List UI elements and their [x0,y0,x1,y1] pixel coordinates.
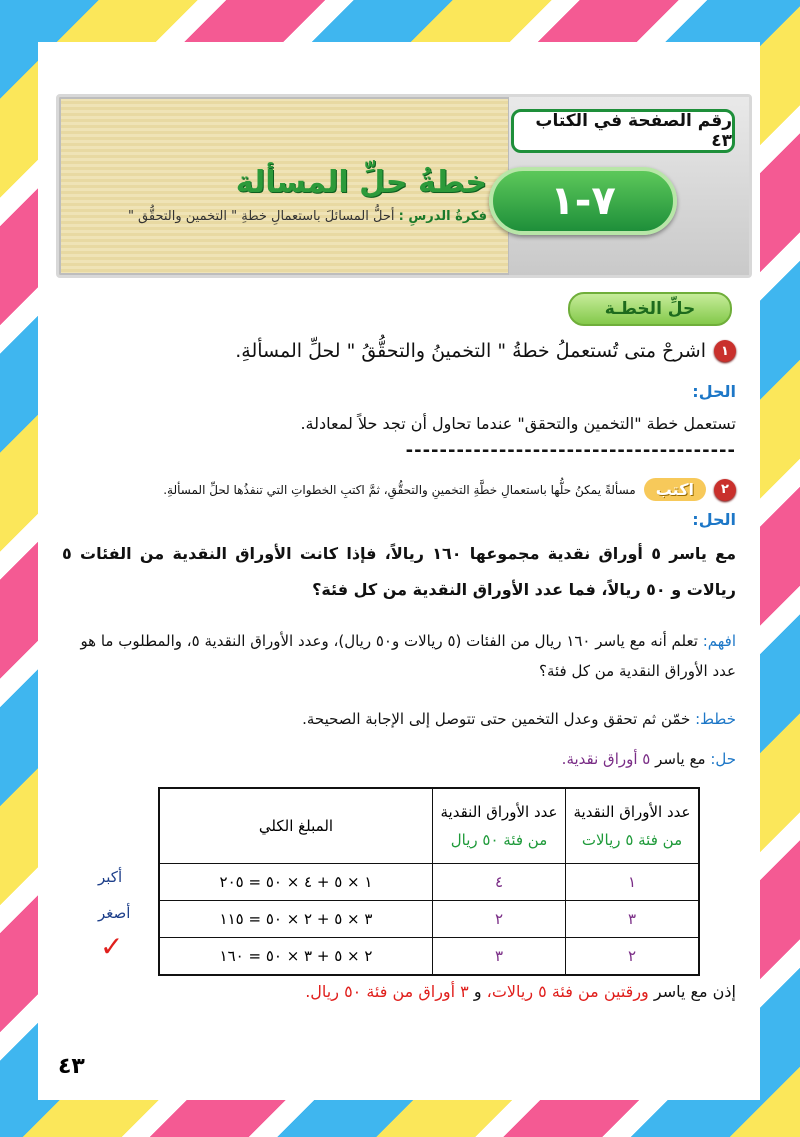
check-mark-icon: ✓ [100,930,124,963]
lesson-idea [128,209,487,224]
table-cell: ٣ [433,938,566,976]
solution-label-2: الحل: [692,510,736,529]
table-header-row [159,788,699,864]
answer-divider: --------------------------------------- [405,440,736,461]
conclusion [62,982,736,1001]
table-cell: ٢ [566,938,700,976]
word-problem: مع ياسر ٥ أوراق نقدية مجموعها ١٦٠ ريالاً، فإذا كانت الأوراق النقدية من الفئات ٥ ريالات و ٥٠ ريالاً، فما عدد الأوراق النقدية من كل فئة؟ [62,544,737,599]
step-solve-label: حل: [710,750,736,768]
question-1-text: اشرحْ متى تُستعملُ خطةُ " التخمينُ والتحقُّقُ " لحلِّ المسألةِ. [235,340,706,362]
conclusion-joiner: و [468,982,482,1001]
table-cell: ٢ × ٥ + ٣ × ٥٠ = ١٦٠ [159,938,433,976]
table-row [159,938,699,976]
table-cell: ٣ × ٥ + ٢ × ٥٠ = ١١٥ [159,901,433,938]
question-2-text: مسألةً يمكنُ حلُّها باستعمالِ خطَّةِ التخمينِ والتحقُّقِ، ثمَّ اكتبِ الخطواتِ التي تنفذُها لحلِّ المسألةِ. [163,482,636,497]
col1-line2: من فئة ٥ ريالات [581,831,683,849]
question-number-badge: ٢ [714,479,736,501]
table-row [159,901,699,938]
col2-line1: عدد الأوراق النقدية [440,803,558,821]
conclusion-part1: ورقتين من فئة ٥ ريالات، [486,982,649,1001]
page [38,42,760,1100]
row-note-larger: أكبر [98,868,123,886]
conclusion-prefix: إذن مع ياسر [653,982,736,1001]
table-header-col1 [566,788,700,864]
lesson-banner [56,94,752,278]
question-1 [62,340,736,362]
table-cell: ١ × ٥ + ٤ × ٥٠ = ٢٠٥ [159,864,433,901]
step-solve [62,744,736,774]
table-row [159,864,699,901]
row-note-smaller: أصغر [98,904,131,922]
col1-line1: عدد الأوراق النقدية [573,803,691,821]
step-understand-label: افهم: [702,632,736,650]
lesson-title: خطةُ حلِّ المسألة [235,165,487,200]
write-badge: اكتب [644,478,706,501]
table-cell: ٢ [433,901,566,938]
question-number-badge: ١ [714,340,736,362]
step-plan-label: خطط: [695,710,736,728]
step-understand [62,626,736,686]
step-plan-text: خمّن ثم تحقق وعدل التخمين حتى تتوصل إلى الإجابة الصحيحة. [302,710,691,728]
table-cell: ٣ [566,901,700,938]
step-understand-text: تعلم أنه مع ياسر ١٦٠ ريال من الفئات (٥ ريالات و٥٠ ريال)، وعدد الأوراق النقدية ٥، والمطلوب ما هو عدد الأوراق النقدية من كل فئة؟ [80,632,736,680]
solution-label-1: الحل: [692,382,736,401]
plan-heading: حلِّ الخطـة [568,292,732,326]
table-cell: ١ [566,864,700,901]
conclusion-part2: ٣ أوراق من فئة ٥٠ ريال. [305,982,469,1001]
step-solve-highlight: ٥ أوراق نقدية. [561,750,651,768]
book-page-reference: رقم الصفحة في الكتاب ٤٣ [511,109,735,153]
step-plan [62,704,736,734]
lesson-idea-text: أحلُّ المسائلَ باستعمالِ خطةِ " التخمين والتحقُّق " [127,209,395,224]
guess-check-table [158,787,700,976]
lesson-idea-label: فكرةُ الدرسِ : [398,209,487,224]
page-number: ٤٣ [58,1054,85,1079]
question-2 [62,478,736,501]
table-header-col3: المبلغ الكلي [159,788,433,864]
table-header-col2 [433,788,566,864]
table-cell: ٤ [433,864,566,901]
col2-line2: من فئة ٥٠ ريال [450,831,548,849]
lesson-number-pill: ٧-١ [489,167,677,235]
answer-1: تستعمل خطة "التخمين والتحقق" عندما تحاول أن تجد حلاً لمعادلة. [300,414,736,433]
step-solve-prefix: مع ياسر [655,750,706,768]
